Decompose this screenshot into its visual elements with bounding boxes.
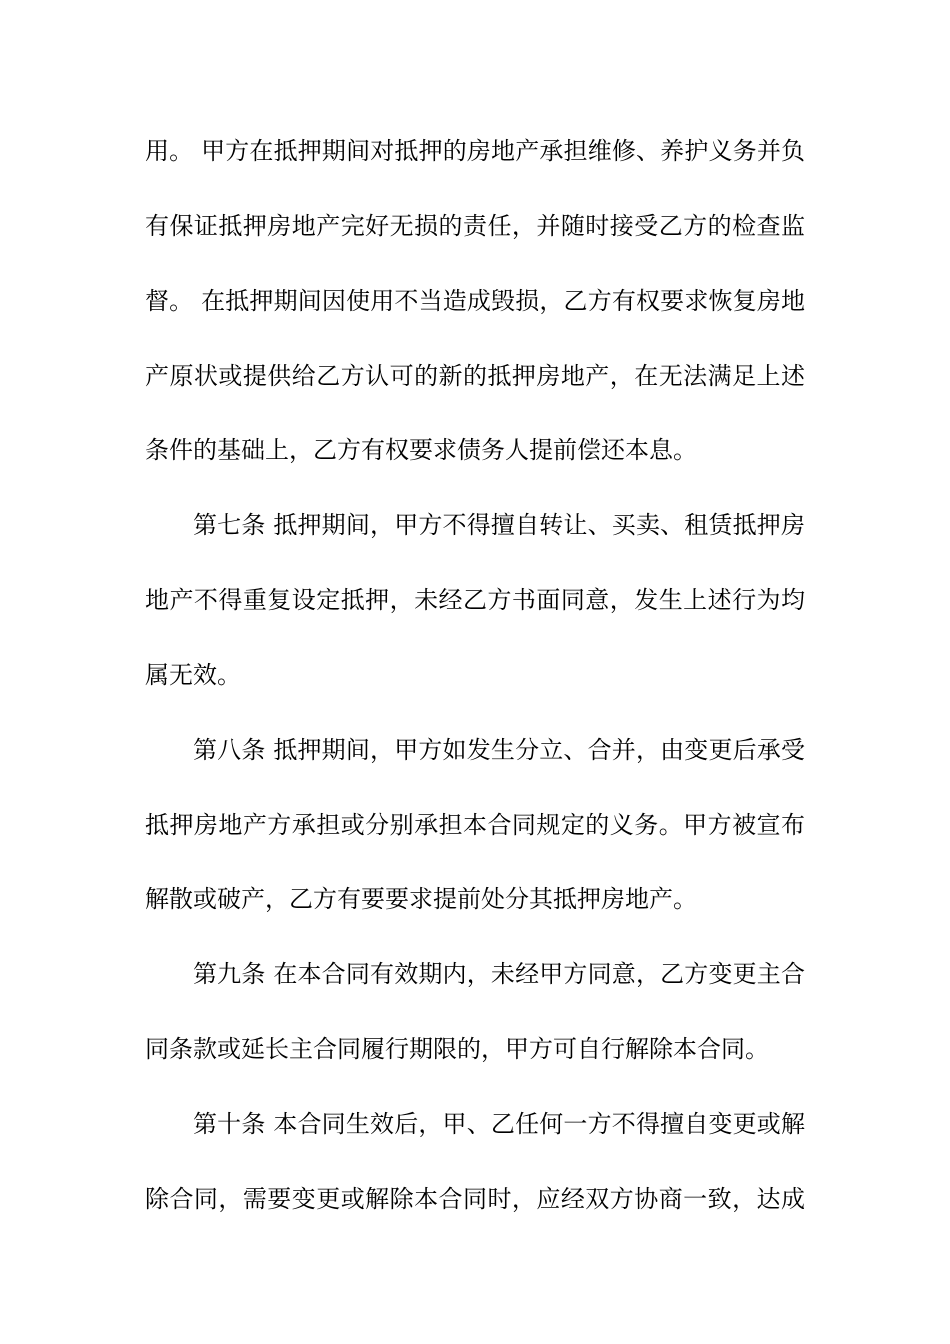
text-line-2: 有保证抵押房地产完好无损的责任，并随时接受乙方的检查监 [145, 212, 805, 240]
text-line-8: 属无效。 [145, 661, 241, 689]
text-line-9: 第八条 抵押期间，甲方如发生分立、合并，由变更后承受 [193, 736, 805, 764]
text-line-10: 抵押房地产方承担或分别承担本合同规定的义务。甲方被宣布 [145, 811, 805, 839]
text-line-13: 同条款或延长主合同履行期限的，甲方可自行解除本合同。 [145, 1035, 769, 1063]
text-line-7: 地产不得重复设定抵押，未经乙方书面同意，发生上述行为均 [145, 586, 805, 614]
text-line-11: 解散或破产，乙方有要要求提前处分其抵押房地产。 [145, 885, 697, 913]
text-line-3: 督。 在抵押期间因使用不当造成毁损，乙方有权要求恢复房地 [145, 287, 805, 315]
text-line-5: 条件的基础上，乙方有权要求债务人提前偿还本息。 [145, 436, 697, 464]
text-line-15: 除合同，需要变更或解除本合同时，应经双方协商一致，达成 [145, 1185, 805, 1213]
text-line-12: 第九条 在本合同有效期内，未经甲方同意，乙方变更主合 [193, 960, 805, 988]
text-line-4: 产原状或提供给乙方认可的新的抵押房地产，在无法满足上述 [145, 362, 805, 390]
text-line-6: 第七条 抵押期间，甲方不得擅自转让、买卖、租赁抵押房 [193, 511, 805, 539]
text-line-1: 用。 甲方在抵押期间对抵押的房地产承担维修、养护义务并负 [145, 137, 805, 165]
text-line-14: 第十条 本合同生效后，甲、乙任何一方不得擅自变更或解 [193, 1110, 805, 1138]
